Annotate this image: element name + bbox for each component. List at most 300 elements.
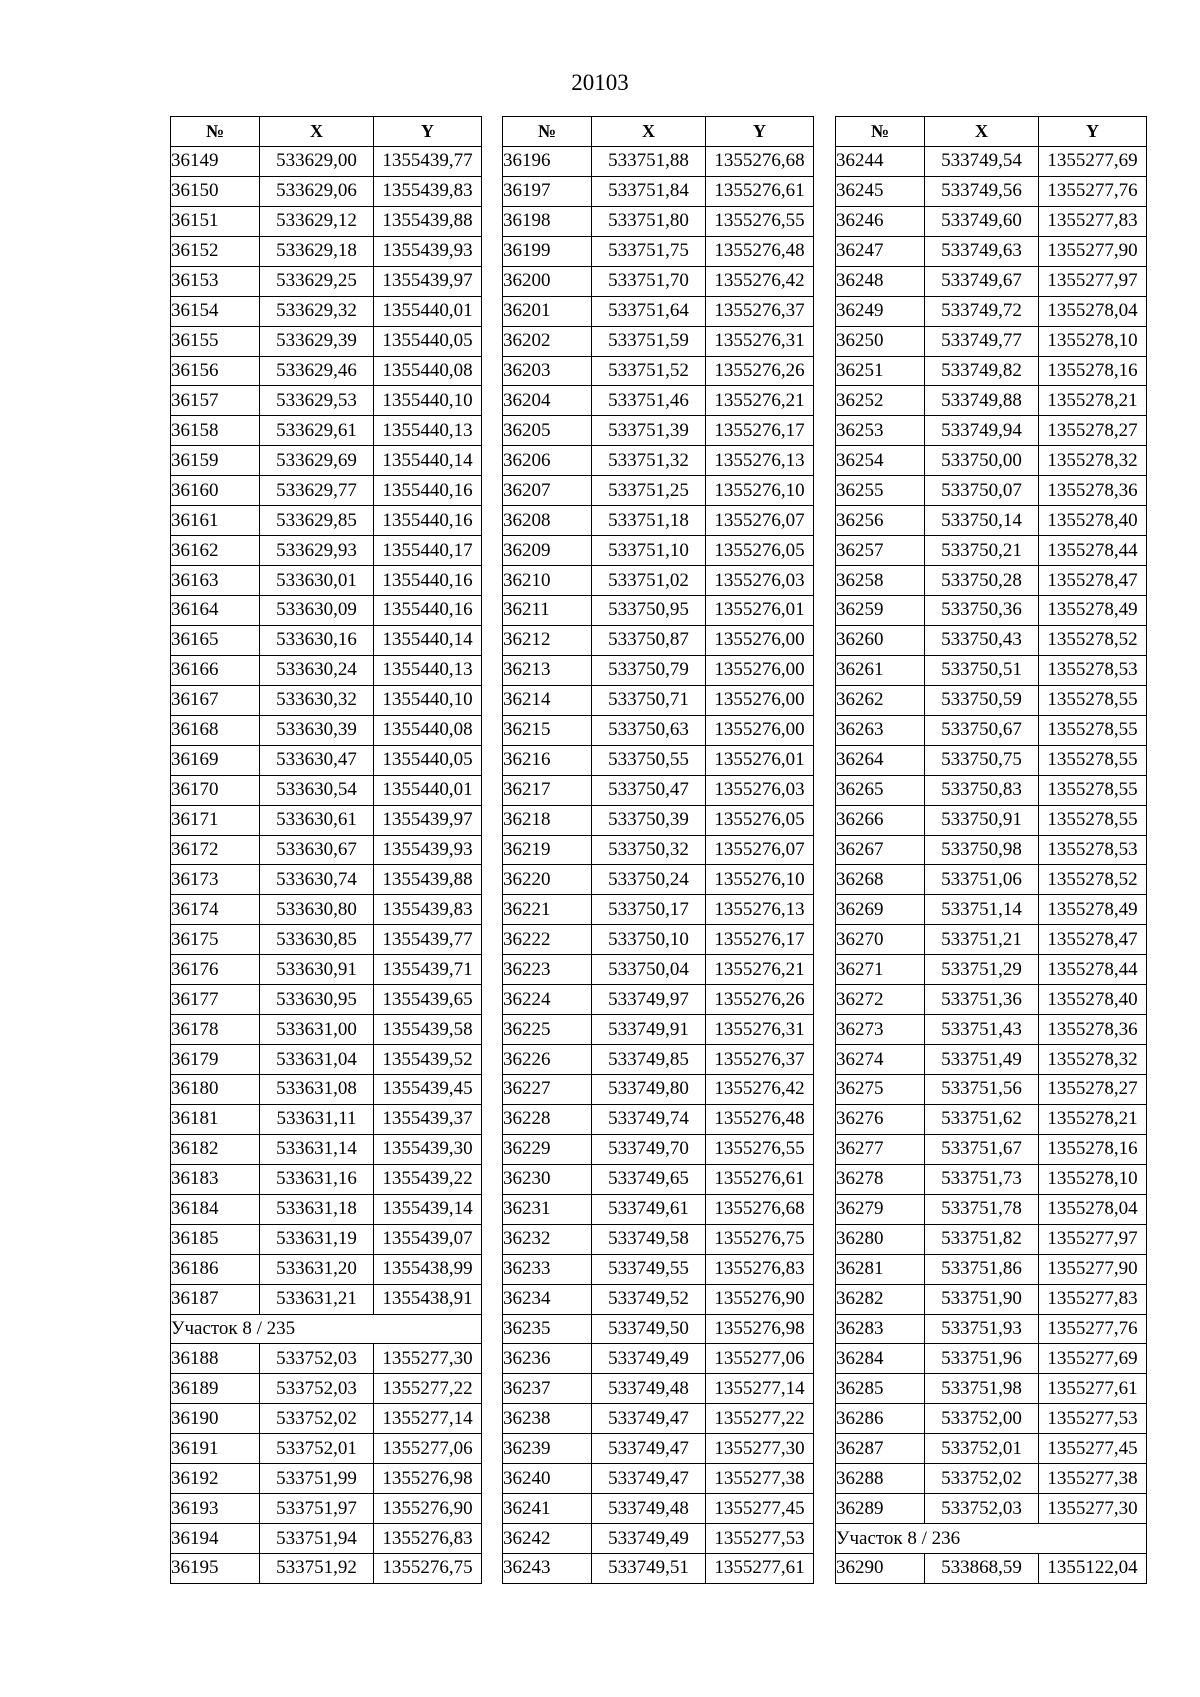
y-coordinate: 1355440,05 bbox=[374, 745, 482, 775]
x-coordinate: 533630,80 bbox=[260, 895, 374, 925]
point-number: 36243 bbox=[503, 1554, 592, 1584]
x-coordinate: 533751,94 bbox=[260, 1524, 374, 1554]
table-row bbox=[171, 296, 482, 326]
table-row bbox=[836, 835, 1147, 865]
x-coordinate: 533749,47 bbox=[592, 1434, 706, 1464]
table-row bbox=[836, 715, 1147, 745]
point-number: 36170 bbox=[171, 775, 260, 805]
y-coordinate: 1355276,31 bbox=[706, 1015, 814, 1045]
header-y: Y bbox=[1039, 117, 1147, 147]
x-coordinate: 533751,86 bbox=[925, 1254, 1039, 1284]
y-coordinate: 1355276,42 bbox=[706, 266, 814, 296]
table-row bbox=[171, 536, 482, 566]
y-coordinate: 1355278,49 bbox=[1039, 596, 1147, 626]
y-coordinate: 1355276,61 bbox=[706, 176, 814, 206]
table-header-row bbox=[836, 117, 1147, 147]
y-coordinate: 1355439,52 bbox=[374, 1045, 482, 1075]
x-coordinate: 533751,70 bbox=[592, 266, 706, 296]
point-number: 36254 bbox=[836, 446, 925, 476]
table-row bbox=[171, 476, 482, 506]
table-row bbox=[171, 206, 482, 236]
point-number: 36225 bbox=[503, 1015, 592, 1045]
point-number: 36197 bbox=[503, 176, 592, 206]
point-number: 36221 bbox=[503, 895, 592, 925]
point-number: 36199 bbox=[503, 236, 592, 266]
point-number: 36264 bbox=[836, 745, 925, 775]
table-row bbox=[503, 356, 814, 386]
x-coordinate: 533750,98 bbox=[925, 835, 1039, 865]
table-row bbox=[836, 865, 1147, 895]
x-coordinate: 533630,85 bbox=[260, 925, 374, 955]
table-row bbox=[836, 1284, 1147, 1314]
point-number: 36276 bbox=[836, 1104, 925, 1134]
y-coordinate: 1355277,83 bbox=[1039, 1284, 1147, 1314]
table-row bbox=[503, 326, 814, 356]
y-coordinate: 1355276,10 bbox=[706, 865, 814, 895]
point-number: 36226 bbox=[503, 1045, 592, 1075]
y-coordinate: 1355278,36 bbox=[1039, 1015, 1147, 1045]
table-row bbox=[836, 596, 1147, 626]
y-coordinate: 1355440,01 bbox=[374, 296, 482, 326]
table-row bbox=[836, 296, 1147, 326]
y-coordinate: 1355440,08 bbox=[374, 356, 482, 386]
x-coordinate: 533751,29 bbox=[925, 955, 1039, 985]
table-row bbox=[503, 1494, 814, 1524]
point-number: 36151 bbox=[171, 206, 260, 236]
header-y: Y bbox=[706, 117, 814, 147]
point-number: 36246 bbox=[836, 206, 925, 236]
y-coordinate: 1355276,03 bbox=[706, 566, 814, 596]
point-number: 36150 bbox=[171, 176, 260, 206]
x-coordinate: 533630,24 bbox=[260, 655, 374, 685]
y-coordinate: 1355276,13 bbox=[706, 895, 814, 925]
table-row bbox=[503, 1194, 814, 1224]
x-coordinate: 533749,94 bbox=[925, 416, 1039, 446]
y-coordinate: 1355276,55 bbox=[706, 206, 814, 236]
table-row bbox=[503, 536, 814, 566]
x-coordinate: 533749,49 bbox=[592, 1344, 706, 1374]
point-number: 36242 bbox=[503, 1524, 592, 1554]
y-coordinate: 1355277,76 bbox=[1039, 1314, 1147, 1344]
table-row bbox=[171, 1524, 482, 1554]
point-number: 36231 bbox=[503, 1194, 592, 1224]
table-row bbox=[836, 266, 1147, 296]
point-number: 36234 bbox=[503, 1284, 592, 1314]
x-coordinate: 533751,99 bbox=[260, 1464, 374, 1494]
y-coordinate: 1355277,30 bbox=[706, 1434, 814, 1464]
y-coordinate: 1355277,53 bbox=[1039, 1404, 1147, 1434]
coordinates-table-3 bbox=[835, 116, 1147, 1584]
y-coordinate: 1355440,13 bbox=[374, 416, 482, 446]
point-number: 36156 bbox=[171, 356, 260, 386]
point-number: 36287 bbox=[836, 1434, 925, 1464]
x-coordinate: 533751,25 bbox=[592, 476, 706, 506]
y-coordinate: 1355277,69 bbox=[1039, 146, 1147, 176]
point-number: 36159 bbox=[171, 446, 260, 476]
x-coordinate: 533749,56 bbox=[925, 176, 1039, 206]
table-row bbox=[836, 476, 1147, 506]
point-number: 36194 bbox=[171, 1524, 260, 1554]
y-coordinate: 1355277,30 bbox=[374, 1344, 482, 1374]
y-coordinate: 1355277,97 bbox=[1039, 1224, 1147, 1254]
point-number: 36245 bbox=[836, 176, 925, 206]
point-number: 36176 bbox=[171, 955, 260, 985]
y-coordinate: 1355276,48 bbox=[706, 236, 814, 266]
y-coordinate: 1355276,17 bbox=[706, 925, 814, 955]
table-row bbox=[503, 805, 814, 835]
x-coordinate: 533749,50 bbox=[592, 1314, 706, 1344]
point-number: 36154 bbox=[171, 296, 260, 326]
point-number: 36280 bbox=[836, 1224, 925, 1254]
point-number: 36277 bbox=[836, 1134, 925, 1164]
table-row bbox=[503, 146, 814, 176]
table-row bbox=[171, 326, 482, 356]
x-coordinate: 533751,88 bbox=[592, 146, 706, 176]
y-coordinate: 1355439,30 bbox=[374, 1134, 482, 1164]
point-number: 36235 bbox=[503, 1314, 592, 1344]
x-coordinate: 533750,32 bbox=[592, 835, 706, 865]
table-row bbox=[503, 835, 814, 865]
x-coordinate: 533751,97 bbox=[260, 1494, 374, 1524]
y-coordinate: 1355276,61 bbox=[706, 1164, 814, 1194]
y-coordinate: 1355278,53 bbox=[1039, 835, 1147, 865]
y-coordinate: 1355277,14 bbox=[706, 1374, 814, 1404]
x-coordinate: 533630,74 bbox=[260, 865, 374, 895]
y-coordinate: 1355276,98 bbox=[374, 1464, 482, 1494]
table-row bbox=[503, 1374, 814, 1404]
y-coordinate: 1355440,14 bbox=[374, 446, 482, 476]
y-coordinate: 1355277,83 bbox=[1039, 206, 1147, 236]
header-number: № bbox=[836, 117, 925, 147]
x-coordinate: 533752,00 bbox=[925, 1404, 1039, 1434]
table-row bbox=[836, 356, 1147, 386]
x-coordinate: 533751,14 bbox=[925, 895, 1039, 925]
y-coordinate: 1355276,83 bbox=[374, 1524, 482, 1554]
table-row bbox=[503, 566, 814, 596]
point-number: 36160 bbox=[171, 476, 260, 506]
y-coordinate: 1355277,45 bbox=[706, 1494, 814, 1524]
x-coordinate: 533630,91 bbox=[260, 955, 374, 985]
x-coordinate: 533750,55 bbox=[592, 745, 706, 775]
x-coordinate: 533629,77 bbox=[260, 476, 374, 506]
point-number: 36189 bbox=[171, 1374, 260, 1404]
point-number: 36182 bbox=[171, 1134, 260, 1164]
x-coordinate: 533750,43 bbox=[925, 625, 1039, 655]
point-number: 36244 bbox=[836, 146, 925, 176]
y-coordinate: 1355278,27 bbox=[1039, 1075, 1147, 1105]
table-row bbox=[171, 1194, 482, 1224]
point-number: 36256 bbox=[836, 506, 925, 536]
point-number: 36238 bbox=[503, 1404, 592, 1434]
table-row bbox=[503, 1045, 814, 1075]
x-coordinate: 533868,59 bbox=[925, 1554, 1039, 1584]
point-number: 36177 bbox=[171, 985, 260, 1015]
table-row bbox=[503, 1164, 814, 1194]
y-coordinate: 1355276,00 bbox=[706, 625, 814, 655]
x-coordinate: 533751,06 bbox=[925, 865, 1039, 895]
table-row bbox=[171, 745, 482, 775]
point-number: 36252 bbox=[836, 386, 925, 416]
table-row bbox=[503, 596, 814, 626]
x-coordinate: 533749,58 bbox=[592, 1224, 706, 1254]
table-row bbox=[503, 655, 814, 685]
point-number: 36259 bbox=[836, 596, 925, 626]
y-coordinate: 1355278,10 bbox=[1039, 326, 1147, 356]
x-coordinate: 533629,00 bbox=[260, 146, 374, 176]
x-coordinate: 533751,78 bbox=[925, 1194, 1039, 1224]
point-number: 36208 bbox=[503, 506, 592, 536]
table-row bbox=[503, 1134, 814, 1164]
x-coordinate: 533749,67 bbox=[925, 266, 1039, 296]
y-coordinate: 1355439,93 bbox=[374, 236, 482, 266]
table-row bbox=[836, 1194, 1147, 1224]
y-coordinate: 1355276,31 bbox=[706, 326, 814, 356]
y-coordinate: 1355277,76 bbox=[1039, 176, 1147, 206]
y-coordinate: 1355278,53 bbox=[1039, 655, 1147, 685]
table-row bbox=[836, 625, 1147, 655]
header-number: № bbox=[503, 117, 592, 147]
x-coordinate: 533751,10 bbox=[592, 536, 706, 566]
y-coordinate: 1355276,05 bbox=[706, 805, 814, 835]
table-row bbox=[171, 1404, 482, 1434]
point-number: 36260 bbox=[836, 625, 925, 655]
x-coordinate: 533631,20 bbox=[260, 1254, 374, 1284]
point-number: 36165 bbox=[171, 625, 260, 655]
table-header-row bbox=[503, 117, 814, 147]
x-coordinate: 533751,49 bbox=[925, 1045, 1039, 1075]
table-row bbox=[836, 446, 1147, 476]
y-coordinate: 1355277,61 bbox=[1039, 1374, 1147, 1404]
table-row bbox=[503, 865, 814, 895]
table-row bbox=[503, 955, 814, 985]
point-number: 36258 bbox=[836, 566, 925, 596]
x-coordinate: 533631,08 bbox=[260, 1075, 374, 1105]
x-coordinate: 533630,95 bbox=[260, 985, 374, 1015]
point-number: 36240 bbox=[503, 1464, 592, 1494]
y-coordinate: 1355276,37 bbox=[706, 1045, 814, 1075]
point-number: 36149 bbox=[171, 146, 260, 176]
point-number: 36178 bbox=[171, 1015, 260, 1045]
table-row bbox=[171, 955, 482, 985]
table-row bbox=[171, 775, 482, 805]
y-coordinate: 1355276,01 bbox=[706, 745, 814, 775]
point-number: 36262 bbox=[836, 685, 925, 715]
x-coordinate: 533750,71 bbox=[592, 685, 706, 715]
table-row bbox=[836, 1464, 1147, 1494]
x-coordinate: 533749,91 bbox=[592, 1015, 706, 1045]
table-row bbox=[503, 1224, 814, 1254]
x-coordinate: 533752,03 bbox=[260, 1344, 374, 1374]
x-coordinate: 533749,48 bbox=[592, 1494, 706, 1524]
x-coordinate: 533750,07 bbox=[925, 476, 1039, 506]
point-number: 36279 bbox=[836, 1194, 925, 1224]
table-row bbox=[836, 566, 1147, 596]
y-coordinate: 1355439,88 bbox=[374, 865, 482, 895]
point-number: 36255 bbox=[836, 476, 925, 506]
y-coordinate: 1355276,00 bbox=[706, 655, 814, 685]
point-number: 36188 bbox=[171, 1344, 260, 1374]
table-row bbox=[503, 625, 814, 655]
table-row bbox=[836, 416, 1147, 446]
y-coordinate: 1355276,55 bbox=[706, 1134, 814, 1164]
table-row bbox=[503, 266, 814, 296]
y-coordinate: 1355439,97 bbox=[374, 805, 482, 835]
x-coordinate: 533629,06 bbox=[260, 176, 374, 206]
x-coordinate: 533750,14 bbox=[925, 506, 1039, 536]
point-number: 36283 bbox=[836, 1314, 925, 1344]
y-coordinate: 1355276,03 bbox=[706, 775, 814, 805]
table-row bbox=[503, 506, 814, 536]
table-row bbox=[836, 1434, 1147, 1464]
point-number: 36281 bbox=[836, 1254, 925, 1284]
table-row bbox=[503, 476, 814, 506]
point-number: 36190 bbox=[171, 1404, 260, 1434]
point-number: 36179 bbox=[171, 1045, 260, 1075]
x-coordinate: 533630,47 bbox=[260, 745, 374, 775]
y-coordinate: 1355278,04 bbox=[1039, 1194, 1147, 1224]
point-number: 36196 bbox=[503, 146, 592, 176]
table-row bbox=[836, 985, 1147, 1015]
y-coordinate: 1355439,97 bbox=[374, 266, 482, 296]
point-number: 36236 bbox=[503, 1344, 592, 1374]
table-row bbox=[503, 1104, 814, 1134]
table-row bbox=[171, 1015, 482, 1045]
y-coordinate: 1355277,06 bbox=[706, 1344, 814, 1374]
point-number: 36171 bbox=[171, 805, 260, 835]
table-row bbox=[836, 1314, 1147, 1344]
y-coordinate: 1355278,47 bbox=[1039, 566, 1147, 596]
coordinates-table-1 bbox=[170, 116, 482, 1584]
table-row bbox=[836, 655, 1147, 685]
x-coordinate: 533751,52 bbox=[592, 356, 706, 386]
point-number: 36269 bbox=[836, 895, 925, 925]
table-row bbox=[836, 176, 1147, 206]
table-row bbox=[171, 655, 482, 685]
x-coordinate: 533751,92 bbox=[260, 1554, 374, 1584]
x-coordinate: 533751,18 bbox=[592, 506, 706, 536]
point-number: 36169 bbox=[171, 745, 260, 775]
x-coordinate: 533749,70 bbox=[592, 1134, 706, 1164]
y-coordinate: 1355278,16 bbox=[1039, 356, 1147, 386]
y-coordinate: 1355278,55 bbox=[1039, 715, 1147, 745]
x-coordinate: 533631,04 bbox=[260, 1045, 374, 1075]
point-number: 36191 bbox=[171, 1434, 260, 1464]
point-number: 36209 bbox=[503, 536, 592, 566]
x-coordinate: 533751,75 bbox=[592, 236, 706, 266]
y-coordinate: 1355276,90 bbox=[706, 1284, 814, 1314]
x-coordinate: 533630,61 bbox=[260, 805, 374, 835]
point-number: 36168 bbox=[171, 715, 260, 745]
point-number: 36284 bbox=[836, 1344, 925, 1374]
y-coordinate: 1355278,44 bbox=[1039, 955, 1147, 985]
y-coordinate: 1355278,40 bbox=[1039, 985, 1147, 1015]
point-number: 36261 bbox=[836, 655, 925, 685]
x-coordinate: 533752,03 bbox=[260, 1374, 374, 1404]
x-coordinate: 533751,62 bbox=[925, 1104, 1039, 1134]
y-coordinate: 1355278,47 bbox=[1039, 925, 1147, 955]
table-row bbox=[836, 955, 1147, 985]
table-row bbox=[503, 1434, 814, 1464]
y-coordinate: 1355278,32 bbox=[1039, 446, 1147, 476]
y-coordinate: 1355277,45 bbox=[1039, 1434, 1147, 1464]
y-coordinate: 1355277,97 bbox=[1039, 266, 1147, 296]
y-coordinate: 1355439,22 bbox=[374, 1164, 482, 1194]
y-coordinate: 1355277,22 bbox=[706, 1404, 814, 1434]
x-coordinate: 533749,80 bbox=[592, 1075, 706, 1105]
table-row bbox=[171, 1164, 482, 1194]
y-coordinate: 1355438,99 bbox=[374, 1254, 482, 1284]
y-coordinate: 1355278,40 bbox=[1039, 506, 1147, 536]
point-number: 36155 bbox=[171, 326, 260, 356]
y-coordinate: 1355276,26 bbox=[706, 356, 814, 386]
point-number: 36195 bbox=[171, 1554, 260, 1584]
point-number: 36173 bbox=[171, 865, 260, 895]
x-coordinate: 533749,49 bbox=[592, 1524, 706, 1554]
y-coordinate: 1355277,30 bbox=[1039, 1494, 1147, 1524]
point-number: 36220 bbox=[503, 865, 592, 895]
table-row bbox=[171, 625, 482, 655]
y-coordinate: 1355276,83 bbox=[706, 1254, 814, 1284]
point-number: 36248 bbox=[836, 266, 925, 296]
point-number: 36152 bbox=[171, 236, 260, 266]
x-coordinate: 533631,16 bbox=[260, 1164, 374, 1194]
y-coordinate: 1355439,83 bbox=[374, 895, 482, 925]
y-coordinate: 1355439,93 bbox=[374, 835, 482, 865]
table-row bbox=[171, 266, 482, 296]
y-coordinate: 1355276,42 bbox=[706, 1075, 814, 1105]
section-row bbox=[171, 1314, 482, 1344]
y-coordinate: 1355276,10 bbox=[706, 476, 814, 506]
table-row bbox=[503, 685, 814, 715]
table-row bbox=[836, 1045, 1147, 1075]
x-coordinate: 533629,32 bbox=[260, 296, 374, 326]
y-coordinate: 1355276,75 bbox=[374, 1554, 482, 1584]
table-row bbox=[836, 805, 1147, 835]
y-coordinate: 1355276,98 bbox=[706, 1314, 814, 1344]
table-row bbox=[836, 745, 1147, 775]
point-number: 36286 bbox=[836, 1404, 925, 1434]
y-coordinate: 1355277,90 bbox=[1039, 1254, 1147, 1284]
table-row bbox=[171, 835, 482, 865]
table-row bbox=[503, 1344, 814, 1374]
x-coordinate: 533751,43 bbox=[925, 1015, 1039, 1045]
y-coordinate: 1355440,16 bbox=[374, 596, 482, 626]
x-coordinate: 533631,00 bbox=[260, 1015, 374, 1045]
y-coordinate: 1355278,21 bbox=[1039, 1104, 1147, 1134]
y-coordinate: 1355440,13 bbox=[374, 655, 482, 685]
x-coordinate: 533750,87 bbox=[592, 625, 706, 655]
x-coordinate: 533751,82 bbox=[925, 1224, 1039, 1254]
x-coordinate: 533750,59 bbox=[925, 685, 1039, 715]
y-coordinate: 1355276,48 bbox=[706, 1104, 814, 1134]
point-number: 36272 bbox=[836, 985, 925, 1015]
y-coordinate: 1355276,07 bbox=[706, 835, 814, 865]
table-row bbox=[836, 236, 1147, 266]
x-coordinate: 533749,85 bbox=[592, 1045, 706, 1075]
table-row bbox=[171, 356, 482, 386]
point-number: 36216 bbox=[503, 745, 592, 775]
point-number: 36271 bbox=[836, 955, 925, 985]
y-coordinate: 1355439,14 bbox=[374, 1194, 482, 1224]
point-number: 36185 bbox=[171, 1224, 260, 1254]
x-coordinate: 533752,01 bbox=[260, 1434, 374, 1464]
table-row bbox=[836, 1494, 1147, 1524]
point-number: 36183 bbox=[171, 1164, 260, 1194]
table-row bbox=[171, 1374, 482, 1404]
point-number: 36207 bbox=[503, 476, 592, 506]
point-number: 36224 bbox=[503, 985, 592, 1015]
table-row bbox=[171, 1104, 482, 1134]
